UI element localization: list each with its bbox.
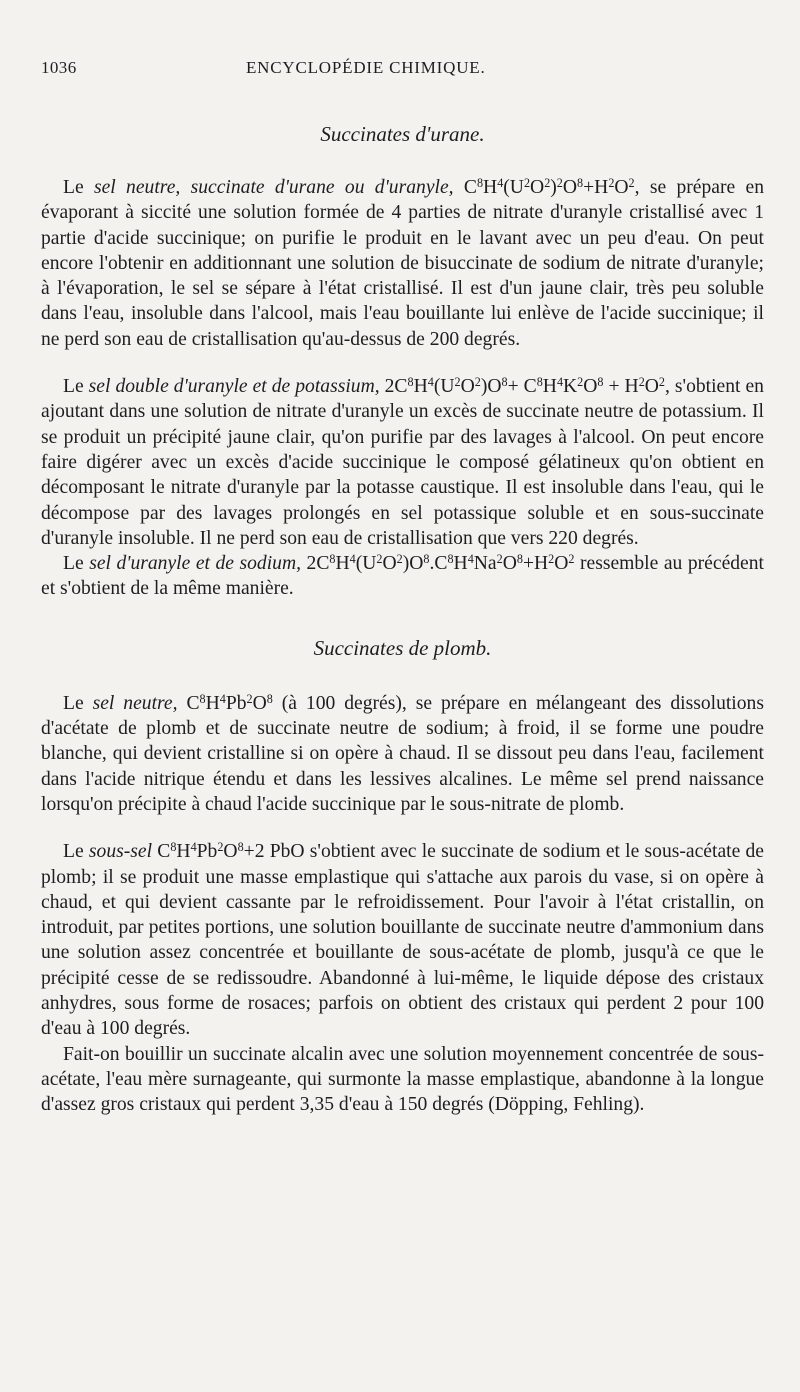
- formula-superscript: 8: [577, 175, 584, 190]
- formula-part: C: [152, 841, 171, 863]
- formula-superscript: 4: [497, 175, 504, 190]
- running-title: ENCYCLOPÉDIE CHIMIQUE.: [246, 58, 486, 77]
- page-number: 1036: [41, 58, 77, 77]
- formula-superscript: 2: [523, 175, 531, 190]
- section-title-plomb: Succinates de plomb.: [313, 635, 492, 660]
- formula-part: ): [550, 177, 557, 198]
- paragraph-plomb-sous-sel: Le sous-sel $C^8H^4Pb^2O^8+2$ PbO s'obtient avec le succinate de sodium et le sous-acétate de plomb; il se produit une masse emplastique qui s'attache aux parois du vase, si on opère à chaud, et qui devient cassante par le refroidissement. Pour l'avoir à l'état cristallin, on introduit, par petites portions, une solution bouillante de succinate neutre d'ammonium dans une solution assez concentrée et bouillante de sous-acétate de plomb, jusqu'à ce que le précipité cesse de se redissoudre. Abandonné à lui-même, le liquide dépose des cristaux anhydres, sous forme de rosaces; parfois on obtient des cristaux qui perdent 2 pour 100 d'eau à 100 degrés.: [41, 840, 764, 1040]
- formula-part: ,: [634, 177, 640, 198]
- formula-part: Pb: [196, 841, 218, 863]
- formula-part: K: [563, 376, 578, 398]
- formula-superscript: 8: [516, 552, 523, 567]
- formula-superscript: 4: [427, 375, 434, 390]
- formula-part: + C: [507, 376, 537, 398]
- formula-superscript: 8: [266, 691, 273, 706]
- formula-part: )O: [480, 376, 502, 398]
- formula-superscript: 8: [447, 552, 454, 567]
- formula-part: )O: [402, 553, 424, 575]
- formula-part: H: [542, 376, 557, 398]
- formula-superscript: 8: [170, 840, 177, 855]
- paragraph-plomb-neutre: Le sel neutre, $C^8H^4Pb^2O^8$ (à 100 degrés), se prépare en mélangeant des dissolutions d'acétate de plomb et de succinate neutre de sodium; à froid, il se forme une poudre blanche, qui devient cristalline si on opère à chaud. Il se dissout peu dans l'eau, facilement dans l'acide nitrique étendu et dans les lessives alcalines. Le même sel prend naissance lorsqu'on précipite à chaud l'acide succinique par le sous-nitrate de plomb.: [41, 691, 764, 815]
- formula-part: .C: [429, 553, 448, 575]
- formula-superscript: 8: [501, 375, 508, 390]
- formula-part: 2C: [379, 376, 408, 398]
- formula-part: O: [530, 177, 545, 198]
- formula-superscript: 2: [217, 840, 224, 855]
- formula-superscript: 4: [349, 552, 356, 567]
- formula-superscript: 2: [246, 691, 253, 706]
- formula-superscript: 8: [423, 552, 430, 567]
- formula-superscript: 8: [476, 175, 484, 190]
- formula-superscript: 4: [219, 691, 226, 706]
- formula-part: C: [453, 177, 477, 198]
- formula-part: (U: [433, 376, 455, 398]
- formula-superscript: 4: [556, 375, 564, 390]
- formula-part: O: [460, 376, 475, 398]
- running-header: [41, 58, 764, 88]
- formula-part: O: [583, 376, 598, 398]
- formula-superscript: 2: [658, 375, 665, 390]
- chemical-formula: [152, 841, 305, 862]
- chemical-formula: [301, 553, 574, 574]
- formula-part: Pb: [225, 692, 247, 714]
- formula-part: +H: [583, 177, 609, 198]
- formula-part: H: [335, 553, 350, 575]
- paragraph-urane-neutre: Le sel neutre, succinate d'urane ou d'uranyle, $C^8H^4(U^2O^2)^2O^8+H^2O^2$, se prépare en évaporant à siccité une solution formée de 4 parties de nitrate d'uranyle cristallisé avec 1 partie d'acide succinique; on purifie le produit en le lavant avec un peu d'eau. On peut encore l'obtenir en additionnant une solution de bisuccinate de sodium de nitrate d'uranyle; à l'évaporation, le sel se sépare à l'état cristallisé. Il est d'un jaune clair, très peu soluble dans l'eau, insoluble dans l'alcool, mais l'eau bouillante lui enlève de l'acide succinique; il ne perd son eau de cristallisation qu'au-dessus de 200 degrés.: [41, 175, 765, 350]
- formula-superscript: 8: [237, 840, 244, 855]
- formula-part: O: [382, 553, 397, 575]
- formula-superscript: 2: [608, 175, 615, 190]
- formula-superscript: 2: [628, 175, 635, 190]
- formula-part: H: [413, 376, 428, 398]
- formula-part: O: [644, 376, 659, 398]
- formula-superscript: 4: [467, 552, 474, 567]
- formula-part: O: [502, 553, 517, 575]
- formula-part: O: [614, 177, 629, 198]
- chemical-formula: [454, 177, 640, 198]
- formula-part: (U: [355, 553, 377, 575]
- formula-superscript: 8: [597, 375, 604, 390]
- formula-superscript: 2: [568, 552, 575, 567]
- italic-term: sel neutre,: [92, 692, 178, 714]
- paragraph-urane-sodium: Le sel d'uranyle et de sodium, $2C^8H^4(U^2O^2)O^8.C^8H^4Na^2O^8+H^2O^2$ ressemble au précédent et s'obtient de la même manière.: [41, 552, 764, 600]
- formula-superscript: 2: [638, 375, 645, 390]
- italic-term: sel neutre, succinate d'urane ou d'uranyle,: [93, 177, 454, 198]
- section-title-urane: Succinates d'urane.: [320, 122, 485, 146]
- formula-part: H: [176, 841, 191, 863]
- formula-superscript: 8: [329, 552, 336, 567]
- formula-superscript: 2: [548, 552, 555, 567]
- formula-part: C: [177, 692, 200, 714]
- italic-term: sel double d'uranyle et de potassium,: [88, 376, 380, 398]
- formula-part: O: [554, 553, 569, 575]
- formula-part: H: [453, 553, 468, 575]
- formula-part: O: [562, 177, 578, 198]
- paragraph-urane-potassium: Le sel double d'uranyle et de potassium, $2C^8H^4(U^2O^2)O^8+ C^8H^4K^2O^8 + H^2O^2$, s'obtient en ajoutant dans une solution de nitrate d'uranyle un excès de succinate neutre de potassium. Il se produit un précipité jaune clair, qu'on purifie par des lavages à l'alcool. On peut encore faire digérer avec un excès d'acide succinique le composé gélatineux qu'on obtient en décomposant le nitrate d'uranyle par la potasse caustique. Il est insoluble dans l'eau, qui le décompose par des lavages prolongés en sel potassique soluble et en sous-succinate d'uranyle insoluble. Il ne perd son eau de cristallisation que vers 220 degrés.: [41, 375, 764, 549]
- formula-superscript: 2: [556, 175, 563, 190]
- formula-part: 2C: [301, 553, 330, 575]
- chemical-formula: [380, 376, 670, 397]
- formula-part: + H: [603, 376, 639, 398]
- formula-superscript: 2: [376, 552, 383, 567]
- formula-superscript: 8: [407, 375, 414, 390]
- formula-part: H: [483, 177, 498, 198]
- formula-part: +2 PbO: [243, 841, 305, 863]
- italic-term: sel d'uranyle et de sodium,: [89, 553, 302, 575]
- formula-superscript: 8: [199, 691, 206, 706]
- formula-part: Na: [473, 553, 497, 575]
- formula-part: H: [205, 692, 220, 714]
- italic-term: sous-sel: [88, 841, 153, 863]
- formula-superscript: 2: [474, 375, 481, 390]
- formula-part: ,: [665, 376, 670, 398]
- formula-superscript: 2: [454, 375, 461, 390]
- formula-superscript: 4: [190, 840, 197, 855]
- formula-superscript: 2: [396, 552, 403, 567]
- chemical-formula: [178, 693, 273, 714]
- formula-part: O: [252, 692, 267, 714]
- formula-part: (U: [503, 177, 524, 198]
- paragraph-plomb-ebullition: Fait-on bouillir un succinate alcalin avec une solution moyennement concentrée de sous-acétate, l'eau mère surnageante, qui surmonte la masse emplastique, abandonne à la longue d'assez gros cristaux qui perdent 3,35 d'eau à 150 degrés (Döpping, Fehling).: [41, 1043, 764, 1116]
- formula-superscript: 2: [496, 552, 503, 567]
- formula-part: +H: [522, 553, 549, 575]
- formula-superscript: 8: [536, 375, 543, 390]
- formula-superscript: 2: [544, 175, 551, 190]
- formula-part: O: [223, 841, 238, 863]
- formula-superscript: 2: [577, 375, 584, 390]
